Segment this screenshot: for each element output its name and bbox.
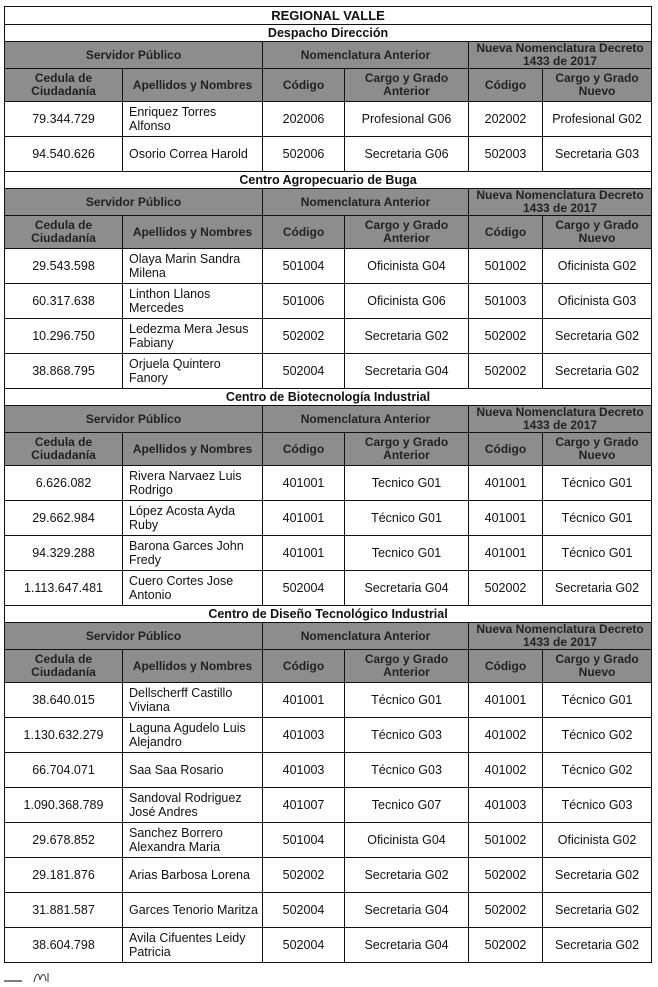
nombre-cell: Sandoval Rodriguez José Andres [123, 788, 263, 823]
header-nueva-nomenclatura: Nueva Nomenclatura Decreto 1433 de 2017 [469, 623, 652, 650]
header-cedula: Cedula de Ciudadanía [5, 69, 123, 102]
cargo-nuevo-cell: Técnico G01 [543, 501, 652, 536]
header-row-columns [5, 216, 652, 249]
table-row [5, 466, 652, 501]
codigo-nuevo-cell: 501003 [469, 284, 543, 319]
table-row [5, 284, 652, 319]
nombre-cell: Avila Cifuentes Leidy Patricia [123, 928, 263, 963]
codigo-anterior-cell: 401003 [263, 753, 345, 788]
cargo-anterior-cell: Secretaria G04 [345, 928, 469, 963]
section-title: Despacho Dirección [5, 25, 652, 42]
codigo-nuevo-cell: 501002 [469, 249, 543, 284]
header-cedula: Cedula de Ciudadanía [5, 216, 123, 249]
table-row [5, 858, 652, 893]
cedula-cell: 38.640.015 [5, 683, 123, 718]
header-cargo-anterior: Cargo y Grado Anterior [345, 216, 469, 249]
cedula-cell: 29.678.852 [5, 823, 123, 858]
table-row [5, 137, 652, 172]
cargo-anterior-cell: Profesional G06 [345, 102, 469, 137]
header-nueva-nomenclatura: Nueva Nomenclatura Decreto 1433 de 2017 [469, 42, 652, 69]
table-row [5, 501, 652, 536]
codigo-anterior-cell: 502006 [263, 137, 345, 172]
nombre-cell: Osorio Correa Harold [123, 137, 263, 172]
cedula-cell: 29.181.876 [5, 858, 123, 893]
codigo-nuevo-cell: 502002 [469, 354, 543, 389]
header-codigo-nuevo: Código [469, 216, 543, 249]
cargo-anterior-cell: Técnico G03 [345, 753, 469, 788]
cargo-nuevo-cell: Secretaria G02 [543, 319, 652, 354]
header-row-group [5, 623, 652, 650]
handwritten-initials [2, 970, 62, 987]
table-row [5, 319, 652, 354]
codigo-nuevo-cell: 401002 [469, 718, 543, 753]
cargo-nuevo-cell: Secretaria G02 [543, 571, 652, 606]
table-row [5, 893, 652, 928]
cargo-anterior-cell: Tecnico G07 [345, 788, 469, 823]
cargo-nuevo-cell: Secretaria G03 [543, 137, 652, 172]
codigo-anterior-cell: 502002 [263, 319, 345, 354]
cargo-nuevo-cell: Secretaria G02 [543, 928, 652, 963]
nombre-cell: López Acosta Ayda Ruby [123, 501, 263, 536]
header-row-columns [5, 650, 652, 683]
header-row-columns [5, 69, 652, 102]
cargo-nuevo-cell: Técnico G02 [543, 753, 652, 788]
codigo-nuevo-cell: 502002 [469, 858, 543, 893]
cargo-anterior-cell: Secretaria G04 [345, 893, 469, 928]
cedula-cell: 29.543.598 [5, 249, 123, 284]
cargo-anterior-cell: Secretaria G02 [345, 319, 469, 354]
personnel-table [4, 6, 652, 963]
table-row [5, 354, 652, 389]
codigo-anterior-cell: 401001 [263, 501, 345, 536]
codigo-nuevo-cell: 401001 [469, 536, 543, 571]
header-apellidos-nombres: Apellidos y Nombres [123, 433, 263, 466]
codigo-nuevo-cell: 401003 [469, 788, 543, 823]
nombre-cell: Orjuela Quintero Fanory [123, 354, 263, 389]
cedula-cell: 60.317.638 [5, 284, 123, 319]
cedula-cell: 66.704.071 [5, 753, 123, 788]
table-row [5, 753, 652, 788]
header-nueva-nomenclatura: Nueva Nomenclatura Decreto 1433 de 2017 [469, 189, 652, 216]
header-codigo-anterior: Código [263, 216, 345, 249]
nombre-cell: Linthon Llanos Mercedes [123, 284, 263, 319]
codigo-anterior-cell: 502002 [263, 858, 345, 893]
header-servidor-publico: Servidor Público [5, 406, 263, 433]
cedula-cell: 10.296.750 [5, 319, 123, 354]
header-apellidos-nombres: Apellidos y Nombres [123, 69, 263, 102]
nombre-cell: Barona Garces John Fredy [123, 536, 263, 571]
section-row [5, 172, 652, 189]
cargo-nuevo-cell: Oficinista G02 [543, 249, 652, 284]
section-row [5, 25, 652, 42]
table-row [5, 102, 652, 137]
cedula-cell: 79.344.729 [5, 102, 123, 137]
section-title: Centro de Biotecnología Industrial [5, 389, 652, 406]
nombre-cell: Ledezma Mera Jesus Fabiany [123, 319, 263, 354]
header-nomenclatura-anterior: Nomenclatura Anterior [263, 189, 469, 216]
header-nueva-nomenclatura: Nueva Nomenclatura Decreto 1433 de 2017 [469, 406, 652, 433]
header-cedula: Cedula de Ciudadanía [5, 650, 123, 683]
nombre-cell: Dellscherff Castillo Viviana [123, 683, 263, 718]
header-nomenclatura-anterior: Nomenclatura Anterior [263, 623, 469, 650]
header-row-group [5, 189, 652, 216]
nombre-cell: Saa Saa Rosario [123, 753, 263, 788]
header-codigo-anterior: Código [263, 650, 345, 683]
cargo-anterior-cell: Técnico G01 [345, 683, 469, 718]
header-cargo-anterior: Cargo y Grado Anterior [345, 433, 469, 466]
codigo-nuevo-cell: 401001 [469, 501, 543, 536]
cargo-nuevo-cell: Secretaria G02 [543, 858, 652, 893]
nombre-cell: Enriquez Torres Alfonso [123, 102, 263, 137]
cargo-nuevo-cell: Técnico G01 [543, 683, 652, 718]
header-codigo-nuevo: Código [469, 650, 543, 683]
table-row [5, 788, 652, 823]
codigo-anterior-cell: 501006 [263, 284, 345, 319]
table-row [5, 536, 652, 571]
codigo-anterior-cell: 401007 [263, 788, 345, 823]
codigo-anterior-cell: 502004 [263, 893, 345, 928]
cargo-anterior-cell: Secretaria G02 [345, 858, 469, 893]
cargo-anterior-cell: Oficinista G06 [345, 284, 469, 319]
header-cargo-nuevo: Cargo y Grado Nuevo [543, 69, 652, 102]
cargo-anterior-cell: Secretaria G04 [345, 354, 469, 389]
cargo-nuevo-cell: Técnico G03 [543, 788, 652, 823]
cargo-anterior-cell: Oficinista G04 [345, 823, 469, 858]
cargo-nuevo-cell: Oficinista G02 [543, 823, 652, 858]
cargo-anterior-cell: Tecnico G01 [345, 536, 469, 571]
codigo-nuevo-cell: 502002 [469, 319, 543, 354]
cargo-anterior-cell: Secretaria G06 [345, 137, 469, 172]
cargo-anterior-cell: Secretaria G04 [345, 571, 469, 606]
cargo-nuevo-cell: Oficinista G03 [543, 284, 652, 319]
table-row [5, 823, 652, 858]
header-cargo-nuevo: Cargo y Grado Nuevo [543, 433, 652, 466]
codigo-anterior-cell: 501004 [263, 823, 345, 858]
codigo-nuevo-cell: 502002 [469, 928, 543, 963]
codigo-anterior-cell: 401003 [263, 718, 345, 753]
header-apellidos-nombres: Apellidos y Nombres [123, 650, 263, 683]
cargo-anterior-cell: Técnico G01 [345, 501, 469, 536]
nombre-cell: Cuero Cortes Jose Antonio [123, 571, 263, 606]
header-codigo-anterior: Código [263, 433, 345, 466]
nombre-cell: Garces Tenorio Maritza [123, 893, 263, 928]
cedula-cell: 94.540.626 [5, 137, 123, 172]
header-servidor-publico: Servidor Público [5, 623, 263, 650]
header-codigo-nuevo: Código [469, 69, 543, 102]
header-cedula: Cedula de Ciudadanía [5, 433, 123, 466]
cedula-cell: 94.329.288 [5, 536, 123, 571]
codigo-anterior-cell: 502004 [263, 571, 345, 606]
header-cargo-anterior: Cargo y Grado Anterior [345, 69, 469, 102]
header-nomenclatura-anterior: Nomenclatura Anterior [263, 406, 469, 433]
codigo-nuevo-cell: 202002 [469, 102, 543, 137]
table-row [5, 249, 652, 284]
cargo-anterior-cell: Oficinista G04 [345, 249, 469, 284]
codigo-nuevo-cell: 501002 [469, 823, 543, 858]
nombre-cell: Sanchez Borrero Alexandra Maria [123, 823, 263, 858]
cedula-cell: 6.626.082 [5, 466, 123, 501]
codigo-anterior-cell: 401001 [263, 536, 345, 571]
header-row-group [5, 406, 652, 433]
header-cargo-nuevo: Cargo y Grado Nuevo [543, 650, 652, 683]
codigo-anterior-cell: 401001 [263, 683, 345, 718]
header-cargo-nuevo: Cargo y Grado Nuevo [543, 216, 652, 249]
codigo-anterior-cell: 401001 [263, 466, 345, 501]
header-codigo-nuevo: Código [469, 433, 543, 466]
region-title: REGIONAL VALLE [5, 7, 652, 25]
cedula-cell: 29.662.984 [5, 501, 123, 536]
section-title: Centro de Diseño Tecnológico Industrial [5, 606, 652, 623]
cedula-cell: 1.113.647.481 [5, 571, 123, 606]
cargo-nuevo-cell: Técnico G02 [543, 718, 652, 753]
table-row [5, 571, 652, 606]
codigo-anterior-cell: 202006 [263, 102, 345, 137]
nombre-cell: Arias Barbosa Lorena [123, 858, 263, 893]
cedula-cell: 1.130.632.279 [5, 718, 123, 753]
section-title: Centro Agropecuario de Buga [5, 172, 652, 189]
table-row [5, 928, 652, 963]
header-row-group [5, 42, 652, 69]
cedula-cell: 1.090.368.789 [5, 788, 123, 823]
document-page [4, 6, 651, 963]
table-row [5, 718, 652, 753]
codigo-anterior-cell: 502004 [263, 354, 345, 389]
table-row [5, 683, 652, 718]
codigo-nuevo-cell: 401001 [469, 683, 543, 718]
cargo-nuevo-cell: Secretaria G02 [543, 893, 652, 928]
header-codigo-anterior: Código [263, 69, 345, 102]
header-nomenclatura-anterior: Nomenclatura Anterior [263, 42, 469, 69]
cedula-cell: 38.868.795 [5, 354, 123, 389]
cargo-nuevo-cell: Técnico G01 [543, 466, 652, 501]
cargo-nuevo-cell: Técnico G01 [543, 536, 652, 571]
nombre-cell: Olaya Marin Sandra Milena [123, 249, 263, 284]
cedula-cell: 31.881.587 [5, 893, 123, 928]
header-servidor-publico: Servidor Público [5, 189, 263, 216]
codigo-anterior-cell: 502004 [263, 928, 345, 963]
header-cargo-anterior: Cargo y Grado Anterior [345, 650, 469, 683]
cargo-anterior-cell: Técnico G03 [345, 718, 469, 753]
section-row [5, 606, 652, 623]
header-servidor-publico: Servidor Público [5, 42, 263, 69]
nombre-cell: Rivera Narvaez Luis Rodrigo [123, 466, 263, 501]
codigo-nuevo-cell: 401002 [469, 753, 543, 788]
cargo-nuevo-cell: Secretaria G02 [543, 354, 652, 389]
codigo-nuevo-cell: 401001 [469, 466, 543, 501]
codigo-nuevo-cell: 502002 [469, 893, 543, 928]
codigo-nuevo-cell: 502003 [469, 137, 543, 172]
header-row-columns [5, 433, 652, 466]
nombre-cell: Laguna Agudelo Luis Alejandro [123, 718, 263, 753]
header-apellidos-nombres: Apellidos y Nombres [123, 216, 263, 249]
cargo-anterior-cell: Tecnico G01 [345, 466, 469, 501]
cargo-nuevo-cell: Profesional G02 [543, 102, 652, 137]
section-row [5, 389, 652, 406]
codigo-anterior-cell: 501004 [263, 249, 345, 284]
cedula-cell: 38.604.798 [5, 928, 123, 963]
codigo-nuevo-cell: 502002 [469, 571, 543, 606]
